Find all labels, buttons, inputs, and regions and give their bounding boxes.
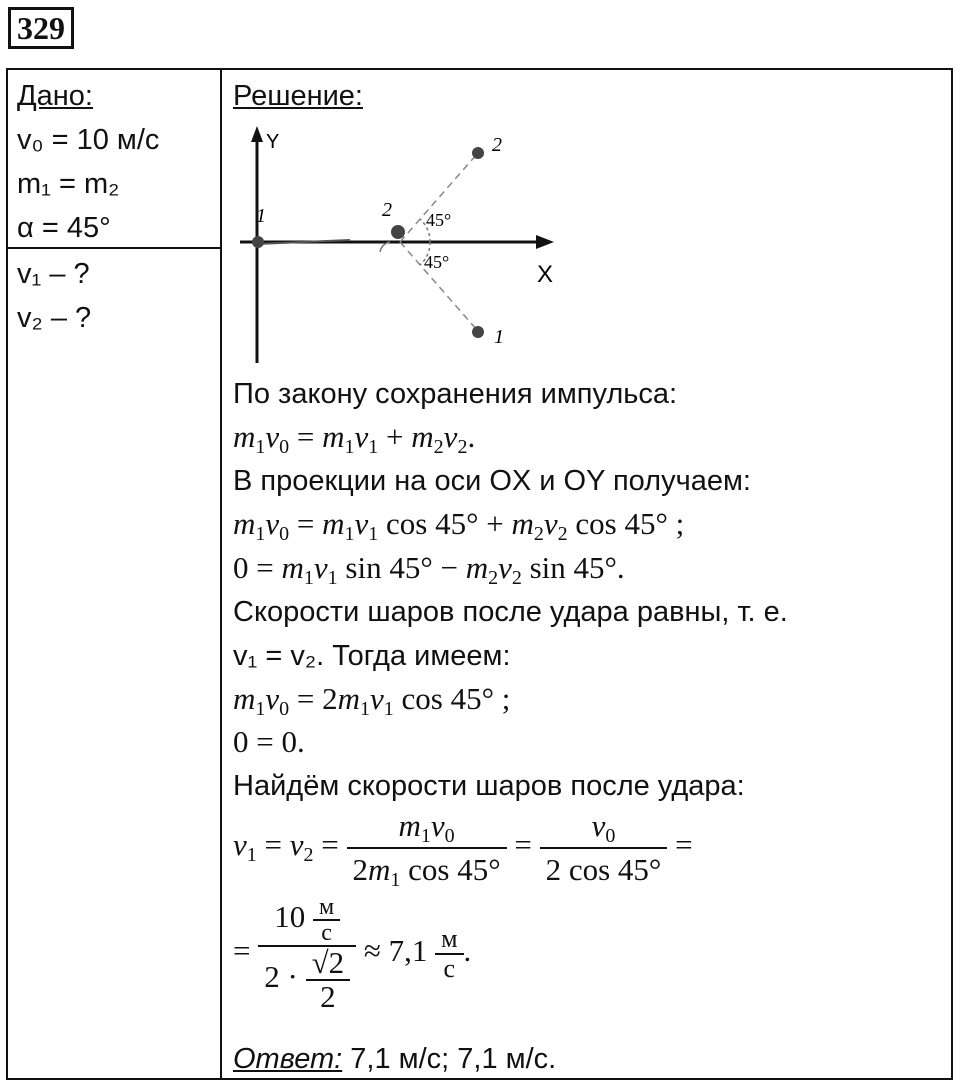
fraction: 10 $\frac{м}{с}$ 2 · $\frac{√2}{2}$ — [258, 895, 356, 1013]
x-axis-label: X — [537, 261, 554, 288]
answer-line — [233, 1038, 556, 1080]
collision-diagram — [230, 118, 570, 368]
equation-reduced: $m_1v_0 = 2m_1v_1$ cos 45° ; — [233, 681, 511, 720]
text-momentum-law: По закону сохранения импульса: — [233, 378, 678, 410]
find-line: v₂ – ? — [17, 302, 92, 334]
solution-header: Решение: — [233, 80, 363, 112]
find-line: v₁ – ? — [17, 258, 90, 290]
find-section — [17, 252, 91, 340]
ball-2-start — [391, 225, 405, 239]
y-axis-arrow-icon — [251, 126, 263, 142]
given-section — [17, 74, 159, 250]
ball-2-end — [472, 147, 484, 159]
equation-numeric: = 10 $\frac{м}{с}$ 2 · $\frac{√2}{2}$ ≈ 7,1 $\frac{м}{с}$ . — [233, 894, 472, 1014]
equation-oy: $0 = m_1v_1$ $\sin 45^\circ - m_2v_2$ sin 45°. — [233, 550, 625, 589]
ball-1-end — [472, 326, 484, 338]
equation-speed-formula: $v_1 = v_2$ = $\frac{m_1v_0}{2m_1 \cos 45^\circ}$ = $\frac{v_0}{2 \cos 45^\circ}$ = — [233, 805, 693, 891]
ball-2-end-label: 2 — [492, 134, 502, 156]
text-then: v₁ = v₂. Тогда имеем: — [233, 640, 511, 672]
equation-ox: $m_1v_0 = m_1v_1$ $\cos 45^\circ + m_2v_2$ cos 45° ; — [233, 506, 685, 545]
equation-zero: 0 = 0. — [233, 724, 305, 759]
y-axis-label: Y — [266, 131, 280, 153]
given-header: Дано: — [17, 80, 93, 112]
equation-momentum: $m_1v_0 = m_1v_1 + m_2v_2$. — [233, 419, 476, 458]
given-line: α = 45° — [17, 212, 111, 244]
answer-label: Ответ: — [233, 1043, 343, 1075]
ball-1-start-label: 1 — [256, 205, 266, 227]
problem-number: 329 — [8, 7, 74, 49]
column-divider — [220, 68, 222, 1080]
answer-value: 7,1 м/с; 7,1 м/с. — [342, 1043, 557, 1075]
text-find-speeds: Найдём скорости шаров после удара: — [233, 770, 745, 802]
ball-1-start — [252, 236, 264, 248]
ball-1-end-label: 1 — [494, 326, 504, 348]
given-line: m₁ = m₂ — [17, 168, 120, 200]
unit-fraction: $\frac{м}{с}$ — [435, 925, 463, 983]
text-equal-speeds: Скорости шаров после удара равны, т. е. — [233, 596, 788, 628]
angle-label-upper: 45° — [426, 210, 452, 230]
angle-label-lower: 45° — [424, 252, 450, 272]
given-line: v₀ = 10 м/с — [17, 124, 160, 156]
x-axis-arrow-icon — [536, 235, 554, 249]
fraction: $\frac{m_1v_0}{2m_1 \cos 45^\circ}$ — [347, 805, 507, 891]
ball-2-start-label: 2 — [382, 199, 392, 221]
text-projections: В проекции на оси OX и OY получаем: — [233, 465, 751, 497]
fraction: $\frac{v_0}{2 \cos 45^\circ}$ — [540, 805, 668, 891]
